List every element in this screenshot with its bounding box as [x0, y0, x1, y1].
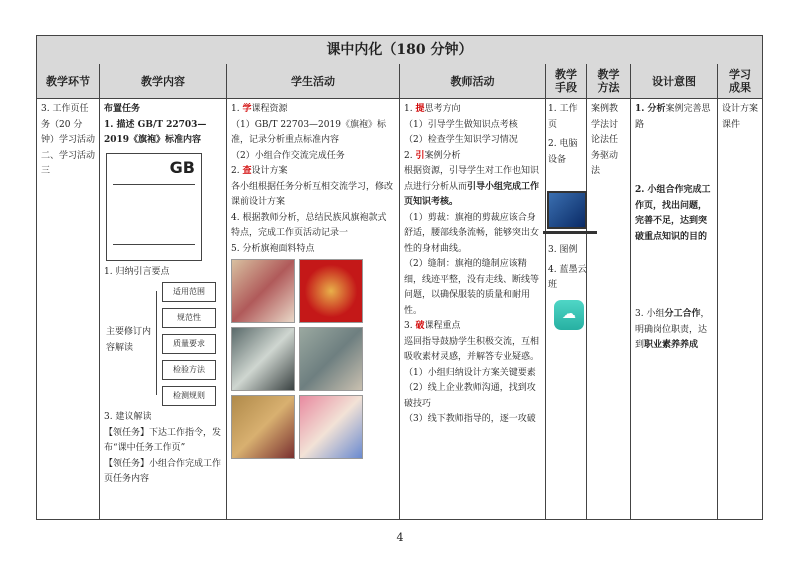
- teacher-step3-key: 破: [415, 321, 425, 331]
- header-method: 教学 方法: [587, 64, 631, 99]
- teacher-step2-a: [404, 164, 541, 211]
- method-cell: [587, 99, 631, 519]
- fabric-image: [231, 259, 295, 323]
- teacher-step2-c: （2）缝制：旗袍的缝制应该精细，线迹平整，没有走线、断线等问题，以确保服装的质量和耐用性。: [404, 259, 540, 316]
- gb-logo: GB: [169, 157, 195, 177]
- mind-node: 适用范围: [162, 282, 216, 302]
- intent-3-mid: ，明确岗位职责，达到: [635, 309, 710, 350]
- teacher-step1-key: 提: [415, 104, 425, 114]
- teacher-step1-a: （1）引导学生做知识点考核: [404, 119, 518, 130]
- teacher-step1-b: （2）检查学生知识学习情况: [404, 135, 518, 145]
- intent-1-bold: 1. 分析: [635, 104, 666, 114]
- method-text: 案例教学法讨论法任务驱动法: [591, 104, 619, 176]
- mind-node: 检验方法: [162, 360, 216, 380]
- means-2: 2. 电脑设备: [548, 139, 578, 165]
- student-step1-b: （2）小组合作交流完成任务: [231, 150, 345, 161]
- header-content: 教学内容: [100, 64, 227, 99]
- intent-3: [635, 307, 713, 354]
- teacher-cell: [400, 99, 546, 519]
- student-step2-a: 各小组根据任务分析互相交流学习，修改课前设计方案: [231, 181, 394, 207]
- fabric-image: [231, 395, 295, 459]
- teacher-step2-key: 引: [415, 150, 425, 161]
- task-title: 布置任务: [104, 104, 141, 114]
- student-step1: 1. 学课程资源: [231, 104, 288, 114]
- outcome-cell: [718, 99, 762, 519]
- teacher-step2-b: （1）剪裁：旗袍的剪裁应该合身舒适，腰部线条流畅，能够突出女性的身材曲线。: [404, 212, 540, 254]
- intent-3-end: 职业素养养成: [644, 340, 699, 350]
- fabric-image: [231, 327, 295, 391]
- content-item1: 1. 描述 GB/T 22703—2019《旗袍》标准内容: [104, 119, 207, 145]
- teacher-step2-a-text: 根据资源，引导学生对工作也知识点进行分析从而: [404, 166, 540, 192]
- student-step2-key: 查: [242, 166, 252, 176]
- mind-node: 质量要求: [162, 334, 216, 354]
- student-step1-a: （1）GB/T 22703—2019《旗袍》标准，记录分析重点标准内容: [231, 119, 386, 145]
- content-item3: 3. 建议解读: [104, 412, 152, 422]
- means-extra: [547, 185, 587, 231]
- intent-2: 2. 小组合作完成工作页，找出问题，完善不足，达到突破重点知识的目的: [635, 185, 711, 242]
- table-title: 课中内化（180 分钟）: [37, 36, 762, 65]
- teacher-step3-b: （1）小组归纳设计方案关键要素: [404, 367, 536, 378]
- gb-standard-cover: [106, 153, 202, 261]
- intent-1-rest: 案例完善思路: [635, 104, 711, 130]
- content-lead1: 【领任务】下达工作指令，发布“课中任务工作页”: [104, 427, 222, 453]
- header-intent: 设计意图: [631, 64, 718, 99]
- fabric-image: [299, 259, 363, 323]
- content-cell: [100, 99, 227, 519]
- student-cell: [227, 99, 400, 519]
- env-cell: [37, 99, 100, 519]
- lesson-table: [36, 35, 763, 520]
- teacher-step2-rest: 案例分析: [424, 150, 461, 161]
- fabric-image: [299, 395, 363, 459]
- student-step1-rest: 课程资源: [251, 104, 288, 114]
- intent-3-bold: 分工合作: [664, 309, 701, 319]
- fabric-gallery: [231, 257, 395, 457]
- means-1: 1. 工作页: [548, 104, 578, 130]
- teacher-step3-c: （2）线上企业教师沟通，找到攻破技巧: [404, 383, 536, 409]
- header-teacher: 教师活动: [400, 64, 546, 99]
- teacher-step3-d: （3）线下教师指导的，逐一攻破: [404, 414, 536, 424]
- content-lead2: 【领任务】小组合作完成工作页任务内容: [104, 458, 222, 484]
- student-step1-key: 学: [242, 104, 252, 114]
- intent-3-pre: 3. 小组: [635, 309, 665, 319]
- outcome-text: 设计方案课件: [722, 104, 759, 130]
- page-number: 4: [396, 531, 404, 544]
- mind-node: 规范性: [162, 308, 216, 328]
- computer-monitor-icon: [547, 191, 587, 229]
- teacher-step2: 2. 引案例分析: [404, 150, 461, 161]
- student-step2: 2. 查设计方案: [231, 166, 288, 176]
- teacher-step3: 3. 破课程重点: [404, 321, 461, 331]
- means-3: 3. 图例: [548, 245, 578, 255]
- means-4: 4. 蓝墨云班: [548, 264, 587, 290]
- teacher-step1-rest: 思考方向: [424, 104, 461, 114]
- cloud-class-app-icon: ☁: [554, 300, 584, 330]
- header-outcome: 学习 成果: [718, 64, 762, 99]
- intent-1: [635, 102, 713, 133]
- student-step4: 4. 根据教师分析，总结民族风旗袍款式特点，完成工作页活动记录一: [231, 212, 387, 238]
- teacher-step3-rest: 课程重点: [424, 321, 461, 331]
- header-means: 教学 手段: [546, 64, 587, 99]
- student-step2-rest: 设计方案: [251, 166, 288, 176]
- means-lower: [548, 243, 588, 334]
- mind-node: 检测规则: [162, 386, 216, 406]
- fabric-image: [299, 327, 363, 391]
- content-guide: 1. 归纳引言要点: [104, 266, 170, 277]
- header-student: 学生活动: [227, 64, 400, 99]
- mind-root: 主要修订内容解读: [106, 327, 152, 353]
- env-text: 3. 工作页任务（20 分钟）学习活动二、学习活动三: [41, 104, 96, 176]
- student-step5: 5. 分析旗袍面料特点: [231, 243, 315, 254]
- teacher-step1: 1. 提思考方向: [404, 104, 461, 114]
- intent-cell: [631, 99, 718, 519]
- teacher-step2-a-bold: 引导小组完成工作页知识考核。: [404, 181, 540, 207]
- teacher-step3-a: 巡回指导鼓励学生积极交流，互相吸收素材灵感，并解答专业疑惑。: [404, 336, 540, 362]
- header-env: 教学环节: [37, 64, 100, 99]
- mind-map: [104, 282, 222, 410]
